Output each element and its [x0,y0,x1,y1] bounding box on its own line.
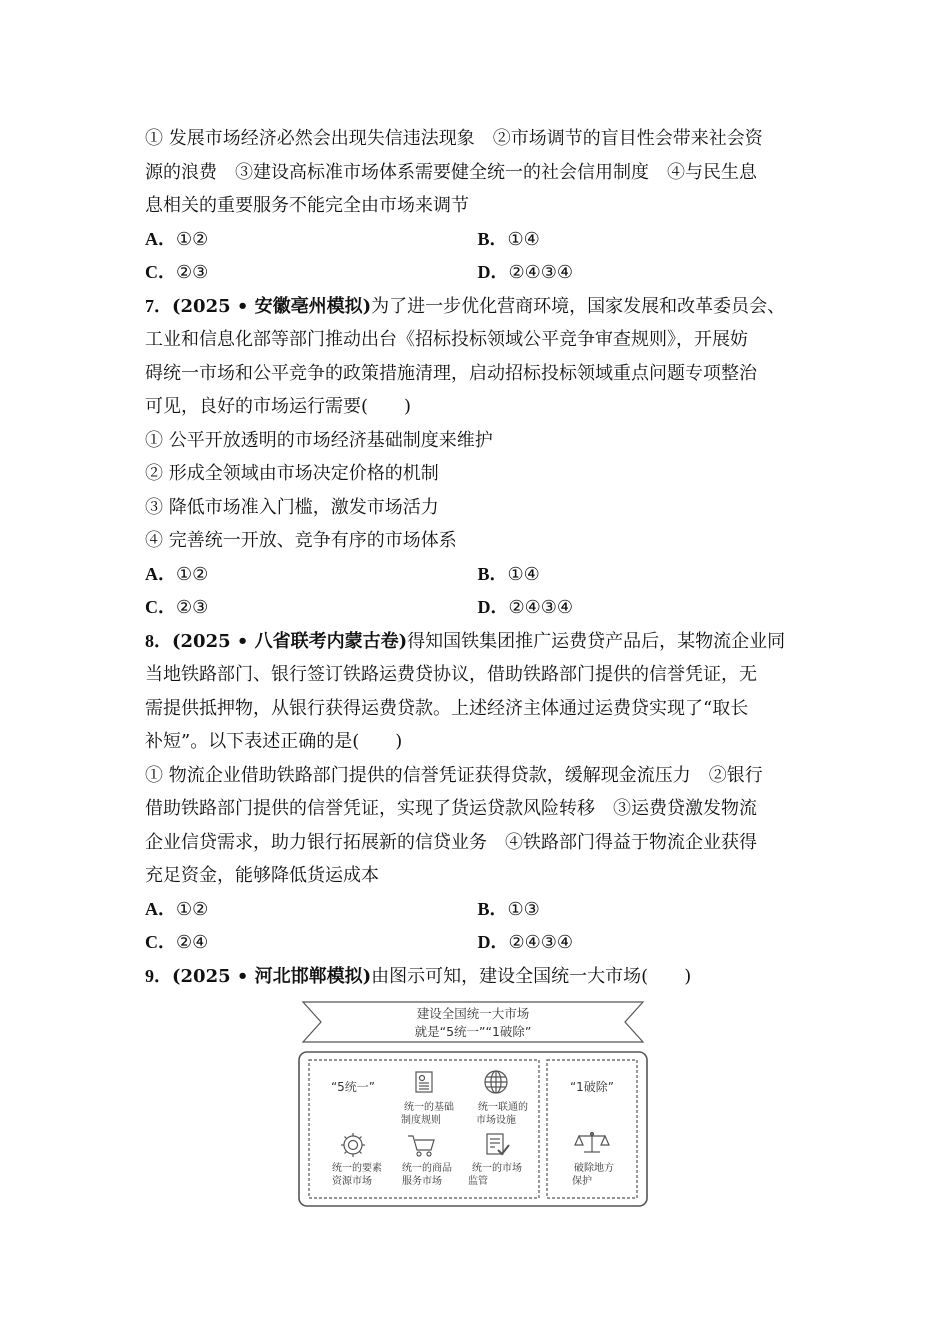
item-label: 资源市场 [332,1176,372,1187]
statement-line: ③ 降低市场准入门槛，激发市场活力 [145,496,439,518]
option-b[interactable]: B．①③ [477,898,540,920]
item-label: 服务市场 [402,1176,442,1187]
question-source: (2025 • 八省联考内蒙古卷) [172,630,408,652]
option-d[interactable]: D．②④③④ [477,262,574,283]
stem-line: 工业和信息化部等部门推动出台《招标投标领域公平竞争审查规则》，开展妨 [145,329,748,350]
option-d[interactable]: D．②④③④ [477,932,574,953]
item-label: 统一的要素 [332,1163,382,1174]
q8-options-row-2 [145,926,810,960]
banner-title: 建设全国统一大市场 [416,1006,530,1021]
q7-options-row-2 [145,591,810,625]
q8-stem [145,625,810,759]
item-label: 保护 [572,1176,592,1187]
scale-icon [575,1132,609,1152]
stem-line: 需提供抵押物，从银行获得运费贷款。上述经济主体通过运费贷实现了“取长 [145,697,749,719]
stem-line: 由图示可知，建设全国统一大市场( ) [371,965,692,987]
option-a[interactable]: A．①② [145,563,209,585]
statement-line: 源的浪费 ③建设高标准市场体系需要健全统一的社会信用制度 ④与民生息 [145,161,757,183]
statement-line: 企业信贷需求，助力银行拓展新的信贷业务 ④铁路部门得益于物流企业获得 [145,831,757,853]
question-number: 8． [145,630,172,651]
statement-line: 借助铁路部门提供的信誉凭证，实现了货运贷款风险转移 ③运费贷激发物流 [145,798,757,819]
option-b[interactable]: B．①④ [477,563,540,585]
item-label: 监管 [468,1176,488,1187]
q6-statements [145,122,810,223]
statement-line: 息相关的重要服务不能完全由市场来调节 [145,195,469,216]
globe-icon [485,1071,507,1093]
stem-line: 为了进一步优化营商环境，国家发展和改革委员会、 [371,295,786,317]
unified-market-diagram [297,998,649,1210]
q6-options-row-2 [145,256,810,290]
question-source: (2025 • 河北邯郸模拟) [172,965,372,987]
item-label: 统一的市场 [472,1163,522,1174]
stem-line: 补短”。以下表述正确的是( ) [145,731,403,752]
q9-stem [145,960,810,994]
q6-options-row-1 [145,223,810,257]
item-label: 市场设施 [476,1115,516,1126]
statement-line: ① 物流企业借助铁路部门提供的信誉凭证获得贷款，缓解现金流压力 ②银行 [145,764,763,786]
statement-line: ① 公平开放透明的市场经济基础制度来维护 [145,429,493,451]
option-a[interactable]: A．①② [145,898,209,920]
item-label: 制度规则 [401,1115,441,1126]
question-content [145,122,810,993]
q7-stem [145,290,810,424]
option-a[interactable]: A．①② [145,228,209,250]
document-icon [416,1072,432,1092]
stem-line: 得知国铁集团推广运费贷产品后，某物流企业同 [407,630,786,652]
item-label: 统一联通的 [478,1102,528,1113]
question-number: 9． [145,965,172,986]
option-b[interactable]: B．①④ [477,228,540,250]
banner-subtitle: 就是“5统一”“1破除” [414,1024,532,1039]
item-label: 统一的商品 [402,1163,452,1174]
one-break-title: “1破除” [569,1080,615,1094]
option-c[interactable]: C．②④ [145,932,209,953]
five-unify-title: “5统一” [330,1080,376,1094]
gear-icon [341,1133,365,1157]
option-d[interactable]: D．②④③④ [477,597,574,618]
item-label: 统一的基础 [404,1102,454,1113]
cart-icon [408,1136,434,1156]
q8-options-row-1 [145,893,810,927]
statement-line: ① 发展市场经济必然会出现失信违法现象 ②市场调节的盲目性会带来社会资 [145,128,763,149]
item-label: 破除地方 [574,1163,614,1174]
statement-line: ④ 完善统一开放、竞争有序的市场体系 [145,530,457,551]
checklist-icon [487,1134,509,1154]
stem-line: 可见，良好的市场运行需要( ) [145,396,412,417]
stem-line: 当地铁路部门、银行签订铁路运费贷协议，借助铁路部门提供的信誉凭证，无 [145,664,757,685]
q7-options-row-1 [145,558,810,592]
option-c[interactable]: C．②③ [145,262,209,283]
option-c[interactable]: C．②③ [145,597,209,618]
q8-statements [145,759,810,893]
statement-line: ② 形成全领域由市场决定价格的机制 [145,463,439,484]
question-source: (2025 • 安徽亳州模拟) [172,295,372,317]
question-number: 7． [145,295,172,316]
q7-statements [145,424,810,558]
statement-line: 充足资金，能够降低货运成本 [145,865,379,886]
stem-line: 碍统一市场和公平竞争的政策措施清理，启动招标投标领域重点问题专项整治 [145,362,757,384]
